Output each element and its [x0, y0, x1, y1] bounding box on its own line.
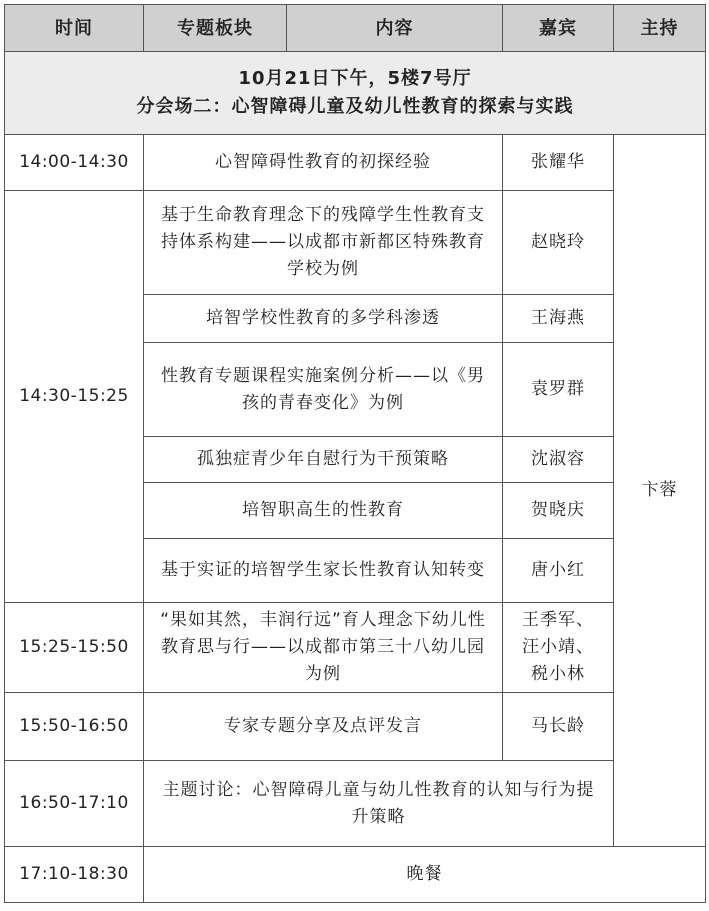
content-cell: 基于生命教育理念下的残障学生性教育支持体系构建——以成都市新都区特殊教育学校为例 — [144, 191, 503, 295]
header-time: 时间 — [5, 5, 144, 52]
time-cell: 17:10-18:30 — [5, 847, 144, 903]
guest-cell: 沈淑容 — [503, 437, 614, 483]
content-cell: 孤独症青少年自慰行为干预策略 — [144, 437, 503, 483]
header-host: 主持 — [614, 5, 706, 52]
table-row — [5, 191, 706, 295]
guest-cell: 马长龄 — [503, 693, 614, 761]
guest-cell: 张耀华 — [503, 135, 614, 191]
header-row — [5, 5, 706, 52]
header-section: 专题板块 — [144, 5, 287, 52]
table-row — [5, 135, 706, 191]
session-name: 分会场二：心智障碍儿童及幼儿性教育的探索与实践 — [136, 96, 574, 117]
header-guest: 嘉宾 — [503, 5, 614, 52]
time-cell: 14:00-14:30 — [5, 135, 144, 191]
content-cell: 基于实证的培智学生家长性教育认知转变 — [144, 539, 503, 603]
session-date-venue: 10月21日下午，5楼7号厅 — [238, 68, 472, 89]
guest-cell: 袁罗群 — [503, 343, 614, 437]
guest-name: 王季军、 — [522, 610, 594, 630]
guest-name: 汪小靖、 — [522, 637, 594, 657]
content-cell: 晚餐 — [144, 847, 706, 903]
table-row — [5, 693, 706, 761]
content-cell: 专家专题分享及点评发言 — [144, 693, 503, 761]
time-cell: 15:50-16:50 — [5, 693, 144, 761]
session-title — [5, 52, 706, 135]
host-cell: 卞蓉 — [614, 135, 706, 847]
content-cell: 性教育专题课程实施案例分析——以《男孩的青春变化》为例 — [144, 343, 503, 437]
time-cell: 14:30-15:25 — [5, 191, 144, 603]
time-cell: 16:50-17:10 — [5, 761, 144, 847]
guest-cell: 王海燕 — [503, 295, 614, 343]
guest-cell: 贺晓庆 — [503, 483, 614, 539]
guest-cell — [503, 603, 614, 693]
content-cell: “果如其然，丰润行远”育人理念下幼儿性教育思与行——以成都市第三十八幼儿园为例 — [144, 603, 503, 693]
guest-cell: 唐小红 — [503, 539, 614, 603]
schedule-table — [4, 4, 706, 903]
content-cell: 培智学校性教育的多学科渗透 — [144, 295, 503, 343]
table-row — [5, 761, 706, 847]
guest-name: 税小林 — [531, 664, 585, 684]
guest-cell: 赵晓玲 — [503, 191, 614, 295]
content-cell: 主题讨论：心智障碍儿童与幼儿性教育的认知与行为提升策略 — [144, 761, 614, 847]
content-cell: 心智障碍性教育的初探经验 — [144, 135, 503, 191]
session-row — [5, 52, 706, 135]
header-content: 内容 — [287, 5, 503, 52]
time-cell: 15:25-15:50 — [5, 603, 144, 693]
page — [4, 4, 705, 903]
content-cell: 培智职高生的性教育 — [144, 483, 503, 539]
table-row — [5, 603, 706, 693]
table-row — [5, 847, 706, 903]
